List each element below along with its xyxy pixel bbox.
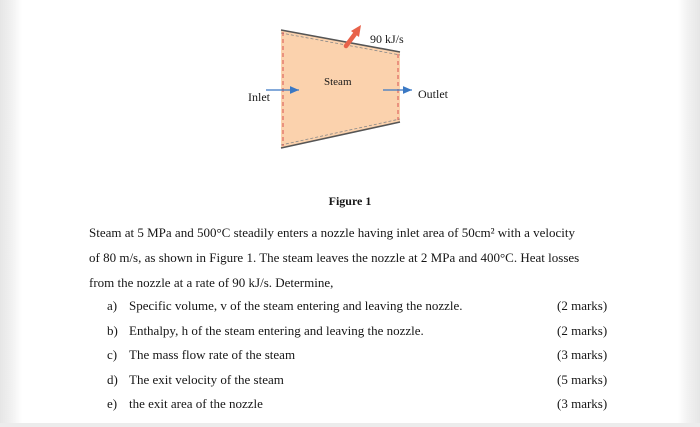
question-line: of 80 m/s, as shown in Figure 1. The steam leaves the nozzle at 2 MPa and 400°C. Heat losses [89, 250, 580, 265]
item-letter: c) [107, 347, 118, 362]
question-item-e [107, 392, 617, 417]
nozzle-figure [0, 0, 700, 190]
item-marks: (5 marks) [557, 371, 608, 387]
item-text: Enthalpy, h of the steam entering and leaving the nozzle. [129, 322, 424, 338]
question-item-d [107, 368, 617, 393]
item-text: The mass flow rate of the steam [129, 347, 296, 362]
item-text: The exit velocity of the steam [129, 371, 284, 387]
page-shadow-bottom [0, 423, 700, 427]
inlet-label: Inlet [248, 90, 270, 104]
item-marks: (3 marks) [557, 396, 608, 411]
item-letter: a) [107, 298, 118, 313]
question-item-a [107, 294, 617, 319]
item-marks: (2 marks) [557, 298, 608, 313]
item-letter: e) [107, 396, 118, 411]
heat-loss-label: 90 kJ/s [370, 32, 404, 46]
figure-caption: Figure 1 [328, 194, 372, 208]
item-letter: b) [107, 322, 118, 338]
question-paragraph [89, 220, 629, 295]
question-item-b [107, 319, 617, 344]
outlet-label: Outlet [418, 87, 448, 101]
steam-label: Steam [324, 76, 352, 88]
item-marks: (2 marks) [557, 322, 608, 338]
question-line: Steam at 5 MPa and 500°C steadily enters a nozzle having inlet area of 50cm² with a velocity [89, 225, 575, 240]
item-letter: d) [107, 371, 118, 387]
question-items [107, 294, 617, 417]
question-item-c [107, 343, 617, 368]
item-text: the exit area of the nozzle [129, 396, 263, 411]
question-line: from the nozzle at a rate of 90 kJ/s. Determine, [89, 275, 334, 290]
nozzle-body [281, 30, 400, 148]
item-marks: (3 marks) [557, 347, 608, 362]
item-text: Specific volume, v of the steam entering and leaving the nozzle. [129, 298, 463, 313]
